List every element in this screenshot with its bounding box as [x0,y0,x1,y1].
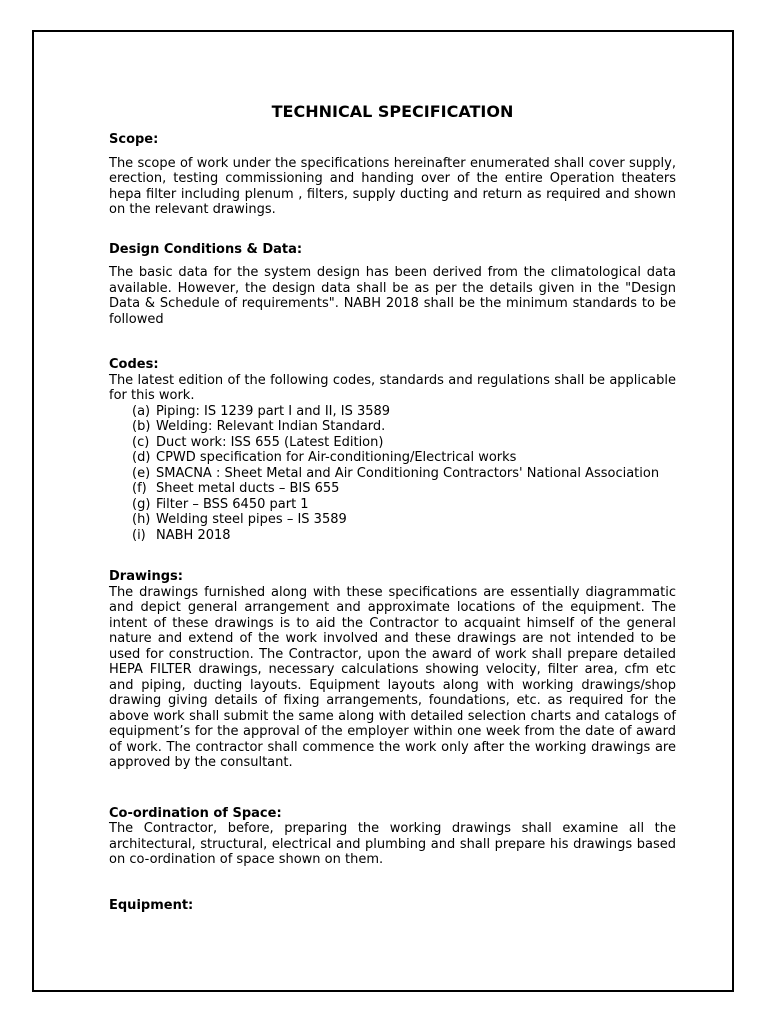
design-section [109,242,676,328]
list-item [132,481,676,497]
list-marker: (h) [132,512,151,527]
drawings-heading: Drawings: [109,569,183,584]
codes-list [109,404,676,544]
codes-heading: Codes: [109,357,159,372]
coordination-text: The Contractor, before, preparing the working drawings shall examine all the architectural, structural, electrical and plumbing and shall prepare his drawings based on co-ordination of space shown on them. [109,821,676,867]
list-item-text: Filter – BSS 6450 part 1 [156,496,309,512]
list-item [132,419,676,435]
list-marker: (d) [132,450,151,465]
list-marker: (i) [132,527,146,543]
document-title: TECHNICAL SPECIFICATION [271,102,514,121]
list-item [132,466,676,482]
list-marker: (c) [132,434,150,450]
list-item-text: Welding: Relevant Indian Standard. [156,419,386,434]
design-text: The basic data for the system design has been derived from the climatological data available. However, the design data shall be as per the details given in the "Design Data & Schedule of requirements". NABH 2018 shall be the minimum standards to be followed [109,265,676,327]
codes-section [109,357,676,543]
coordination-section [109,806,676,868]
document-body [109,102,676,913]
equipment-heading: Equipment: [109,897,194,913]
drawings-text: The drawings furnished along with these specifications are essentially diagrammatic and depict general arrangement and approximate locations of the equipment. The intent of these drawings is to aid the Contractor to acquaint himself of the general nature and extend of the work involved and these drawings are not intended to be used for construction. The Contractor, upon the award of work shall prepare detailed HEPA FILTER drawings, necessary calculations showing velocity, filter area, cfm etc and piping, ducting layouts. Equipment layouts along with working drawings/shop drawing giving details of fixing arrangements, foundations, etc. as required for the above work shall submit the same along with detailed selection charts and catalogs of equipment’s for the approval of the employer within one week from the date of award of work. The contractor shall commence the work only after the working drawings are approved by the consultant. [109,584,676,770]
list-marker: (e) [132,465,151,481]
equipment-section [109,898,676,914]
list-item [132,404,676,420]
design-heading: Design Conditions & Data: [109,241,303,257]
codes-intro: The latest edition of the following codes, standards and regulations shall be applicable for this work. [109,372,676,403]
list-item [132,528,676,544]
list-item [132,497,676,513]
list-item [132,512,676,528]
list-item [132,450,676,466]
drawings-section [109,569,676,771]
list-marker: (a) [132,403,151,419]
list-item-text: Sheet metal ducts – BIS 655 [156,481,340,496]
list-item-text: Welding steel pipes – IS 3589 [156,512,347,527]
list-item-text: Piping: IS 1239 part I and II, IS 3589 [156,403,391,419]
coordination-heading: Co-ordination of Space: [109,805,282,821]
list-item [132,435,676,451]
scope-text: The scope of work under the specifications hereinafter enumerated shall cover supply, erection, testing commissioning and handing over of the entire Operation theaters hepa filter including plenum , filters, supply ducting and return as required and shown on the relevant drawings. [109,155,676,217]
list-marker: (f) [132,481,147,496]
list-item-text: NABH 2018 [156,527,231,543]
scope-section [109,132,676,218]
list-item-text: CPWD specification for Air-conditioning/Electrical works [156,450,517,465]
list-item-text: SMACNA : Sheet Metal and Air Conditioning Contractors' National Association [156,465,660,481]
scope-heading: Scope: [109,132,159,147]
list-marker: (b) [132,419,151,434]
list-item-text: Duct work: ISS 655 (Latest Edition) [156,434,384,450]
list-marker: (g) [132,496,151,512]
